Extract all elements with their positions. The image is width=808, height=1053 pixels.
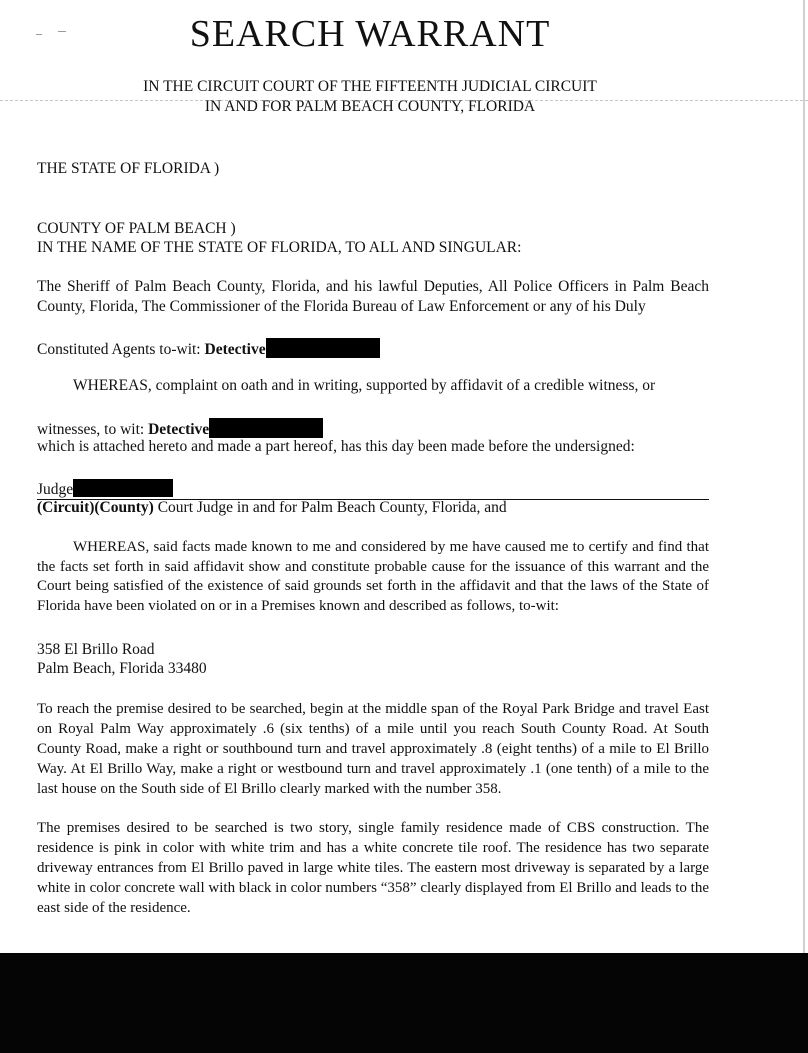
redaction-bar — [266, 338, 380, 358]
judge-type-line — [37, 499, 507, 517]
whereas-complaint: WHEREAS, complaint on oath and in writing, supported by affidavit of a credible witness, or — [73, 377, 656, 394]
court-line-1: IN THE CIRCUIT COURT OF THE FIFTEENTH JUDICIAL CIRCUIT — [143, 78, 597, 95]
directions-paragraph: To reach the premise desired to be searched, begin at the middle span of the Royal Park Bridge and travel East on Royal Palm Way approximately .6 (six tenths) of a mile until you reach South County Road. At South County Road, make a right or southbound turn and travel approximately .8 (eight tenths) of a mile to El Brillo Way. At El Brillo Way, make a right or westbound turn and travel approximately .1 (one tenth) of a mile to the last house on the South side of El Brillo clearly marked with the number 358. — [37, 701, 709, 797]
agents-label: Constituted Agents to-wit: — [37, 341, 205, 358]
witness-line — [37, 418, 323, 439]
premises-address-line-1: 358 El Brillo Road — [37, 641, 155, 658]
witness-label: witnesses, to wit: — [37, 421, 149, 438]
judge-line — [37, 479, 709, 500]
premises-description: The premises desired to be searched is two story, single family residence made of CBS construction. The residence is pink in color with white trim and has a white concrete tile roof. The residence has two separate driveway entrances from El Brillo paved in large white tiles. The eastern most driveway is separated by a large white in color concrete wall with black in color numbers “358” clearly displayed from El Brillo and leads to the east side of the residence. — [37, 820, 709, 916]
redaction-bar — [209, 418, 323, 438]
caption-address: IN THE NAME OF THE STATE OF FLORIDA, TO ALL AND SINGULAR: — [37, 239, 522, 256]
scan-shadow-bar — [0, 953, 808, 1053]
court-line-2: IN AND FOR PALM BEACH COUNTY, FLORIDA — [204, 98, 536, 115]
caption-county: COUNTY OF PALM BEACH ) — [37, 220, 236, 237]
attached-line: which is attached hereto and made a part hereof, has this day been made before the undersigned: — [37, 438, 635, 455]
premises-address-line-2: Palm Beach, Florida 33480 — [37, 660, 207, 677]
judge-type-rest: Court Judge in and for Palm Beach County, Florida, and — [153, 499, 507, 516]
whereas-findings: WHEREAS, said facts made known to me and considered by me have caused me to certify and find that the facts set forth in said affidavit show and constitute probable cause for the issuance of this warrant and the Court being satisfied of the existence of said grounds set forth in the affidavit and that the laws of the State of Florida have been violated on or in a Premises known and described as follows, to-wit: — [37, 539, 709, 614]
agents-line — [37, 338, 380, 359]
judge-label: Judge — [37, 481, 74, 498]
witness-name: Detective — [148, 421, 210, 438]
document-title: SEARCH WARRANT — [189, 13, 551, 55]
scan-edge — [803, 0, 805, 953]
caption-state: THE STATE OF FLORIDA ) — [37, 160, 220, 177]
judge-type: (Circuit)(County) — [37, 499, 154, 516]
agents-name: Detective — [204, 341, 266, 358]
redaction-bar — [73, 479, 173, 497]
sheriff-paragraph: The Sheriff of Palm Beach County, Florida, and his lawful Deputies, All Police Officers in Palm Beach County, Florida, The Commissioner of the Florida Bureau of Law Enforcement or any of his Duly — [37, 278, 709, 315]
